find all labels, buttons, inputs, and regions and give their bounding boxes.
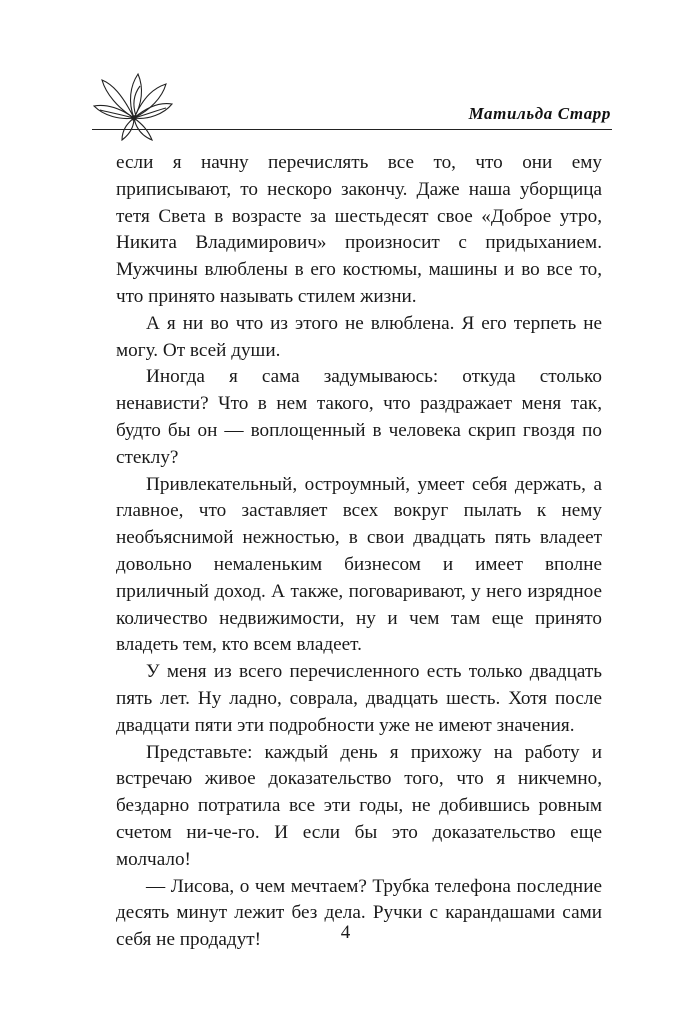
paragraph: Иногда я сама задумываюсь: откуда столько ненависти? Что в нем такого, что раздражает меня так, будто бы он — воплощенный в человека скрип гвоздя по стеклу? — [116, 366, 602, 468]
paragraph: Представьте: каждый день я прихожу на работу и встречаю живое доказательство того, что я никчемно, бездарно потратила все эти годы, не добившись ровным счетом ни-че-го. И если бы это доказательство еще молчало! — [116, 741, 602, 870]
paragraph: если я начну перечислять все то, что они ему приписывают, то нескоро закончу. Даже наша уборщица тетя Света в возрасте за шестьдесят свое «Доброе утро, Никита Владимирович» произносит с придыханием. Мужчины влюблены в его костюмы, машины и во все то, что принято называть стилем жизни. — [116, 152, 602, 307]
paragraph: — Лисова, о чем мечтаем? Трубка телефона последние десять минут лежит без дела. Ручки с карандашами сами себя не продадут! — [116, 875, 602, 951]
paragraph: У меня из всего перечисленного есть только двадцать пять лет. Ну ладно, соврала, двадцать шесть. Хотя после двадцати пяти эти подробности уже не имеют значения. — [116, 661, 602, 736]
paragraph: Привлекательный, остроумный, умеет себя держать, а главное, что заставляет всех вокруг пылать к нему необъяснимой нежностью, в свои двадцать пять владеет довольно немаленьким бизнесом и имеет вполне приличный доход. А также, поговаривают, у него изрядное количество недвижимости, ну и чем там еще принято владеть тем, кто всем владеет. — [116, 473, 602, 656]
flower-ornament-icon — [88, 68, 174, 146]
running-head-author: Матильда Старр — [468, 104, 611, 123]
page-number: 4 — [340, 922, 351, 943]
paragraph: А я ни во что из этого не влюблена. Я его терпеть не могу. От всей души. — [116, 312, 602, 361]
text-block — [116, 150, 602, 954]
header-rule — [92, 129, 612, 130]
